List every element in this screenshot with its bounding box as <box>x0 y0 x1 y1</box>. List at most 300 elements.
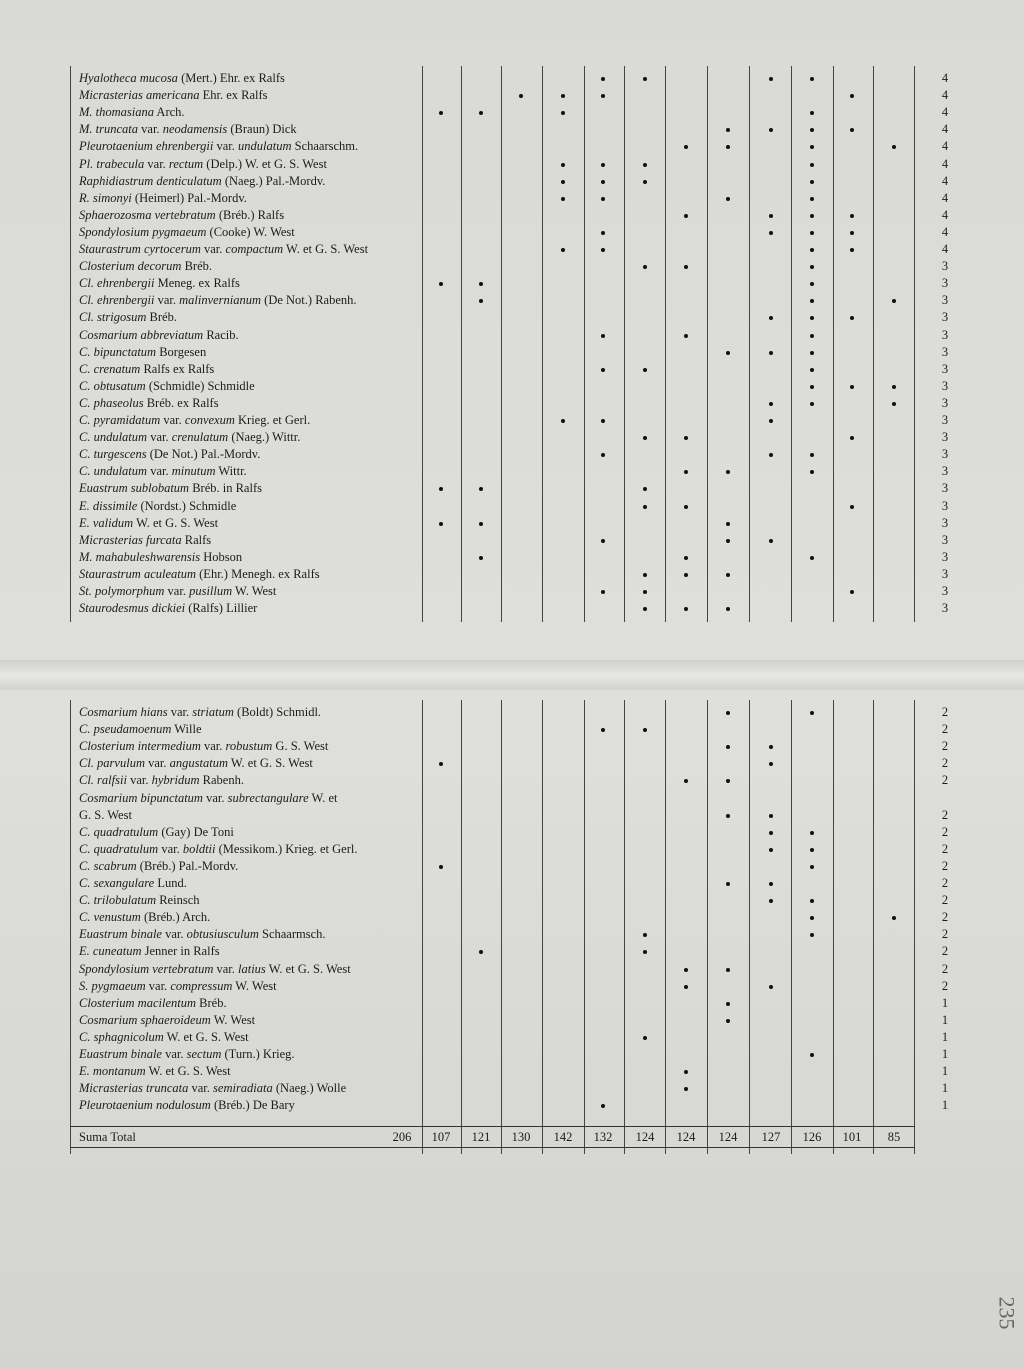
table-row <box>0 480 1024 497</box>
presence-dot <box>892 145 896 149</box>
presence-dot <box>479 556 483 560</box>
species-name: Sphaerozosma vertebratum (Bréb.) Ralfs <box>79 207 285 222</box>
table-row <box>0 515 1024 532</box>
species-name: St. polymorphum var. pusillum W. West <box>79 584 277 598</box>
presence-dot <box>479 950 483 954</box>
presence-dot <box>561 248 565 252</box>
species-name: E. montanum W. et G. S. West <box>79 1064 231 1079</box>
occurrence-count: 1 <box>941 1029 949 1044</box>
presence-dot <box>810 865 814 869</box>
presence-dot <box>684 334 688 338</box>
presence-dot <box>601 419 605 423</box>
presence-dot <box>643 607 647 611</box>
occurrence-count: 2 <box>941 927 949 942</box>
species-name: M. mahabuleshwarensis Hobson <box>79 549 243 564</box>
table-row <box>0 549 1024 566</box>
presence-dot <box>601 77 605 81</box>
occurrence-count: 3 <box>941 498 949 513</box>
presence-dot <box>684 556 688 560</box>
species-name: Euastrum binale var. sectum (Turn.) Krieg. <box>79 1047 295 1061</box>
occurrence-count: 4 <box>941 190 949 205</box>
occurrence-count: 2 <box>941 978 949 993</box>
presence-dot <box>810 916 814 920</box>
table-row <box>0 292 1024 309</box>
presence-dot <box>726 711 730 715</box>
presence-dot <box>684 214 688 218</box>
presence-dot <box>769 539 773 543</box>
presence-dot <box>892 916 896 920</box>
occurrence-count: 3 <box>941 310 949 325</box>
species-name: E. dissimile (Nordst.) Schmidle <box>79 498 237 513</box>
species-name: Staurodesmus dickiei (Ralfs) Lillier <box>79 601 258 616</box>
total-column-value: 126 <box>802 1130 822 1144</box>
table-row <box>0 1012 1024 1029</box>
presence-dot <box>810 145 814 149</box>
presence-dot <box>726 814 730 818</box>
presence-dot <box>479 522 483 526</box>
table-row <box>0 995 1024 1012</box>
table-row <box>0 190 1024 207</box>
table-row <box>0 892 1024 909</box>
occurrence-count: 3 <box>941 293 949 308</box>
species-name: Cl. strigosum Bréb. <box>79 310 177 325</box>
table-row <box>0 875 1024 892</box>
occurrence-count: 2 <box>941 705 949 719</box>
species-name: C. sphagnicolum W. et G. S. West <box>79 1029 249 1044</box>
total-column-value: 107 <box>431 1130 451 1144</box>
presence-dot <box>479 299 483 303</box>
presence-dot <box>643 265 647 269</box>
species-name: M. thomasiana Arch. <box>79 105 185 120</box>
table-row <box>0 943 1024 960</box>
presence-dot <box>769 316 773 320</box>
table-row <box>0 344 1024 361</box>
species-name: C. quadratulum (Gay) De Toni <box>79 824 234 839</box>
occurrence-count: 3 <box>941 430 949 445</box>
presence-dot <box>850 94 854 98</box>
presence-dot <box>561 180 565 184</box>
presence-dot <box>769 985 773 989</box>
page-gap <box>0 660 1024 690</box>
occurrence-count: 2 <box>941 824 949 839</box>
table-row <box>0 1046 1024 1063</box>
presence-dot <box>810 470 814 474</box>
species-name: C. trilobulatum Reinsch <box>79 893 200 908</box>
occurrence-count: 2 <box>941 944 949 959</box>
species-name: Spondylosium vertebratum var. latius W. et G. S. West <box>79 961 351 976</box>
presence-dot <box>810 197 814 201</box>
occurrence-count: 4 <box>941 173 949 188</box>
table-row <box>0 395 1024 412</box>
occurrence-count: 3 <box>941 464 949 479</box>
table-row <box>0 138 1024 155</box>
occurrence-count: 2 <box>941 807 949 822</box>
species-name: C. undulatum var. minutum Wittr. <box>79 464 247 479</box>
presence-dot <box>769 814 773 818</box>
occurrence-count: 3 <box>941 276 949 291</box>
presence-dot <box>850 316 854 320</box>
presence-dot <box>684 985 688 989</box>
occurrence-count: 3 <box>941 378 949 393</box>
species-name: Cosmarium hians var. striatum (Boldt) Schmidl. <box>79 705 322 719</box>
species-name: Staurastrum cyrtocerum var. compactum W. et G. S. West <box>79 242 369 256</box>
table-row <box>0 721 1024 738</box>
presence-dot <box>850 214 854 218</box>
occurrence-count: 1 <box>941 995 949 1010</box>
occurrence-count: 4 <box>941 105 949 120</box>
presence-dot <box>769 453 773 457</box>
table-row <box>0 121 1024 138</box>
table-row <box>0 566 1024 583</box>
table-row <box>0 926 1024 943</box>
table-row <box>0 309 1024 326</box>
presence-dot <box>850 385 854 389</box>
presence-dot <box>726 539 730 543</box>
presence-dot <box>769 899 773 903</box>
table-row <box>0 156 1024 173</box>
table-row <box>0 327 1024 344</box>
species-name: C. obtusatum (Schmidle) Schmidle <box>79 378 255 393</box>
total-column-value: 124 <box>718 1130 738 1144</box>
presence-dot <box>726 882 730 886</box>
presence-dot <box>643 487 647 491</box>
total-column-value: 132 <box>593 1130 613 1144</box>
presence-dot <box>643 368 647 372</box>
table-row <box>0 1063 1024 1080</box>
species-name: S. pygmaeum var. compressum W. West <box>79 978 277 993</box>
presence-dot <box>850 436 854 440</box>
total-column-value: 124 <box>676 1130 696 1144</box>
occurrence-count: 2 <box>941 841 949 856</box>
presence-dot <box>561 94 565 98</box>
total-column-value: 124 <box>635 1130 655 1144</box>
table-row <box>0 173 1024 190</box>
presence-dot <box>850 590 854 594</box>
table-row <box>0 412 1024 429</box>
species-name: Micrasterias truncata var. semiradiata (Naeg.) Wolle <box>79 1081 347 1096</box>
presence-dot <box>726 1019 730 1023</box>
occurrence-count: 2 <box>941 858 949 873</box>
page-number: 235 <box>994 1296 1020 1330</box>
species-name: Closterium intermedium var. robustum G. S. West <box>79 739 329 754</box>
presence-dot <box>810 402 814 406</box>
presence-dot <box>439 487 443 491</box>
species-name: M. truncata var. neodamensis (Braun) Dick <box>79 122 297 137</box>
presence-dot <box>769 745 773 749</box>
presence-dot <box>684 145 688 149</box>
species-name: C. quadratulum var. boldtii (Messikom.) Krieg. et Gerl. <box>79 841 358 856</box>
presence-dot <box>479 282 483 286</box>
total-label: Suma Total <box>79 1130 136 1144</box>
occurrence-count: 1 <box>941 1098 949 1113</box>
table-row <box>0 704 1024 721</box>
presence-dot <box>684 265 688 269</box>
presence-dot <box>769 831 773 835</box>
presence-dot <box>601 180 605 184</box>
presence-dot <box>684 607 688 611</box>
table-row <box>0 790 1024 807</box>
table-row <box>0 772 1024 789</box>
presence-dot <box>601 590 605 594</box>
presence-dot <box>643 573 647 577</box>
presence-dot <box>810 848 814 852</box>
occurrence-count: 4 <box>941 242 949 256</box>
species-name: C. turgescens (De Not.) Pal.-Mordv. <box>79 447 261 462</box>
species-name: Euastrum sublobatum Bréb. in Ralfs <box>79 481 262 496</box>
species-name: Pleurotaenium nodulosum (Bréb.) De Bary <box>79 1098 295 1113</box>
presence-dot <box>810 831 814 835</box>
presence-dot <box>601 728 605 732</box>
occurrence-count: 2 <box>941 756 949 771</box>
table-row <box>0 70 1024 87</box>
presence-dot <box>810 1053 814 1057</box>
species-name: Micrasterias furcata Ralfs <box>79 532 212 547</box>
occurrence-count: 4 <box>941 224 949 239</box>
species-name: C. scabrum (Bréb.) Pal.-Mordv. <box>79 858 239 873</box>
occurrence-count: 3 <box>941 259 949 274</box>
presence-dot <box>810 265 814 269</box>
presence-dot <box>561 163 565 167</box>
table-row <box>0 583 1024 600</box>
presence-dot <box>601 539 605 543</box>
presence-dot <box>643 505 647 509</box>
occurrence-count: 2 <box>941 773 949 788</box>
upper-page <box>0 0 1024 660</box>
table-row <box>0 207 1024 224</box>
presence-dot <box>892 299 896 303</box>
species-name: Cl. parvulum var. angustatum W. et G. S. West <box>79 756 313 771</box>
presence-dot <box>601 1104 605 1108</box>
presence-dot <box>769 882 773 886</box>
species-name: G. S. West <box>79 807 132 822</box>
presence-dot <box>726 470 730 474</box>
presence-dot <box>810 899 814 903</box>
presence-dot <box>684 436 688 440</box>
presence-dot <box>643 436 647 440</box>
presence-dot <box>850 128 854 132</box>
presence-dot <box>684 1087 688 1091</box>
presence-dot <box>769 231 773 235</box>
presence-dot <box>810 128 814 132</box>
occurrence-count: 3 <box>941 361 949 376</box>
species-name: Cosmarium sphaeroideum W. West <box>79 1012 256 1027</box>
species-name: Cl. ralfsii var. hybridum Rabenh. <box>79 773 244 788</box>
occurrence-count: 1 <box>941 1081 949 1096</box>
occurrence-count: 3 <box>941 344 949 359</box>
presence-dot <box>601 197 605 201</box>
occurrence-count: 2 <box>941 876 949 890</box>
presence-dot <box>601 368 605 372</box>
occurrence-count: 1 <box>941 1047 949 1061</box>
presence-dot <box>810 299 814 303</box>
species-name: Pleurotaenium ehrenbergii var. undulatum Schaarschm. <box>79 139 359 154</box>
occurrence-count: 2 <box>941 893 949 908</box>
presence-dot <box>769 128 773 132</box>
presence-dot <box>684 573 688 577</box>
total-column-value: 142 <box>553 1130 573 1144</box>
presence-dot <box>439 522 443 526</box>
occurrence-count: 3 <box>941 532 949 547</box>
table-row <box>0 532 1024 549</box>
presence-dot <box>643 933 647 937</box>
occurrence-count: 4 <box>941 71 949 85</box>
presence-dot <box>810 316 814 320</box>
table-row <box>0 463 1024 480</box>
presence-dot <box>561 419 565 423</box>
species-name: C. undulatum var. crenulatum (Naeg.) Wittr. <box>79 430 301 445</box>
species-name: Closterium decorum Bréb. <box>79 259 212 274</box>
presence-dot <box>684 470 688 474</box>
presence-dot <box>850 231 854 235</box>
table-row <box>0 841 1024 858</box>
presence-dot <box>561 111 565 115</box>
total-column-value: 85 <box>887 1130 901 1144</box>
species-name: Staurastrum aculeatum (Ehr.) Menegh. ex Ralfs <box>79 566 320 581</box>
occurrence-count: 3 <box>941 584 949 598</box>
table-row <box>0 104 1024 121</box>
species-name: Cl. ehrenbergii var. malinvernianum (De Not.) Rabenh. <box>79 293 357 308</box>
occurrence-count: 1 <box>941 1064 949 1079</box>
presence-dot <box>601 163 605 167</box>
presence-dot <box>726 779 730 783</box>
species-name: C. sexangulare Lund. <box>79 876 187 890</box>
presence-dot <box>850 248 854 252</box>
species-name: Raphidiastrum denticulatum (Naeg.) Pal.-Mordv. <box>79 173 326 188</box>
presence-dot <box>561 197 565 201</box>
presence-dot <box>769 419 773 423</box>
table-row <box>0 361 1024 378</box>
total-column-value: 101 <box>842 1130 862 1144</box>
occurrence-count: 4 <box>941 156 949 171</box>
occurrence-count: 2 <box>941 961 949 976</box>
presence-dot <box>769 214 773 218</box>
occurrence-count: 3 <box>941 447 949 462</box>
presence-dot <box>810 385 814 389</box>
species-name: C. pseudamoenum Wille <box>79 722 202 737</box>
presence-dot <box>850 505 854 509</box>
species-name: R. simonyi (Heimerl) Pal.-Mordv. <box>79 190 247 205</box>
occurrence-count: 2 <box>941 722 949 737</box>
total-overall: 206 <box>392 1130 412 1144</box>
total-column-value: 130 <box>511 1130 531 1144</box>
table-row <box>0 87 1024 104</box>
species-name: Hyalotheca mucosa (Mert.) Ehr. ex Ralfs <box>79 71 285 85</box>
presence-dot <box>643 950 647 954</box>
presence-dot <box>810 351 814 355</box>
presence-dot <box>439 865 443 869</box>
presence-dot <box>810 231 814 235</box>
table-row <box>0 429 1024 446</box>
occurrence-count: 3 <box>941 601 949 616</box>
total-column-value: 127 <box>761 1130 781 1144</box>
presence-dot <box>810 214 814 218</box>
presence-dot <box>601 453 605 457</box>
presence-dot <box>810 453 814 457</box>
species-name: C. crenatum Ralfs ex Ralfs <box>79 361 215 376</box>
presence-dot <box>479 487 483 491</box>
presence-dot <box>519 94 523 98</box>
presence-dot <box>643 728 647 732</box>
occurrence-count: 3 <box>941 515 949 530</box>
presence-dot <box>601 334 605 338</box>
presence-dot <box>726 573 730 577</box>
presence-dot <box>810 334 814 338</box>
occurrence-count: 1 <box>941 1012 949 1027</box>
presence-dot <box>892 402 896 406</box>
presence-dot <box>726 968 730 972</box>
presence-dot <box>810 933 814 937</box>
presence-dot <box>601 94 605 98</box>
presence-dot <box>810 711 814 715</box>
species-name: Euastrum binale var. obtusiusculum Schaarmsch. <box>79 927 326 942</box>
species-name: C. pyramidatum var. convexum Krieg. et Gerl. <box>79 413 311 427</box>
presence-dot <box>601 248 605 252</box>
presence-dot <box>726 197 730 201</box>
species-name: Cosmarium bipunctatum var. subrectangulare W. et <box>79 790 338 805</box>
species-name: C. bipunctatum Borgesen <box>79 344 207 359</box>
occurrence-count: 3 <box>941 549 949 564</box>
presence-dot <box>439 111 443 115</box>
table-row <box>0 1097 1024 1114</box>
table-row <box>0 824 1024 841</box>
presence-dot <box>810 163 814 167</box>
presence-dot <box>439 762 443 766</box>
presence-dot <box>769 848 773 852</box>
table-row <box>0 858 1024 875</box>
lower-page <box>0 690 1024 1369</box>
table-row <box>0 378 1024 395</box>
presence-dot <box>726 145 730 149</box>
presence-dot <box>643 180 647 184</box>
table-row <box>0 978 1024 995</box>
species-name: Cosmarium abbreviatum Racib. <box>79 327 239 342</box>
occurrence-count: 4 <box>941 88 949 103</box>
table-row <box>0 807 1024 824</box>
species-name: Pl. trabecula var. rectum (Delp.) W. et G. S. West <box>79 156 327 171</box>
presence-dot <box>643 1036 647 1040</box>
presence-dot <box>684 1070 688 1074</box>
species-name: Micrasterias americana Ehr. ex Ralfs <box>79 88 268 103</box>
presence-dot <box>684 505 688 509</box>
occurrence-count: 3 <box>941 395 949 410</box>
table-row <box>0 755 1024 772</box>
table-row <box>0 1029 1024 1046</box>
presence-dot <box>810 180 814 184</box>
table-row <box>0 600 1024 617</box>
occurrence-count: 2 <box>941 910 949 925</box>
occurrence-count: 4 <box>941 207 949 222</box>
occurrence-count: 3 <box>941 566 949 581</box>
occurrence-count: 4 <box>941 122 949 137</box>
presence-dot <box>726 745 730 749</box>
table-row <box>0 258 1024 275</box>
species-name: E. validum W. et G. S. West <box>79 515 219 530</box>
presence-dot <box>810 368 814 372</box>
total-column-value: 121 <box>471 1130 491 1144</box>
occurrence-count: 4 <box>941 139 949 154</box>
presence-dot <box>439 282 443 286</box>
presence-dot <box>892 385 896 389</box>
presence-dot <box>684 968 688 972</box>
table-row <box>0 241 1024 258</box>
presence-dot <box>769 77 773 81</box>
occurrence-count: 3 <box>941 413 949 427</box>
presence-dot <box>769 762 773 766</box>
presence-dot <box>810 111 814 115</box>
table-row <box>0 961 1024 978</box>
total-row <box>0 1126 1024 1148</box>
presence-dot <box>726 522 730 526</box>
